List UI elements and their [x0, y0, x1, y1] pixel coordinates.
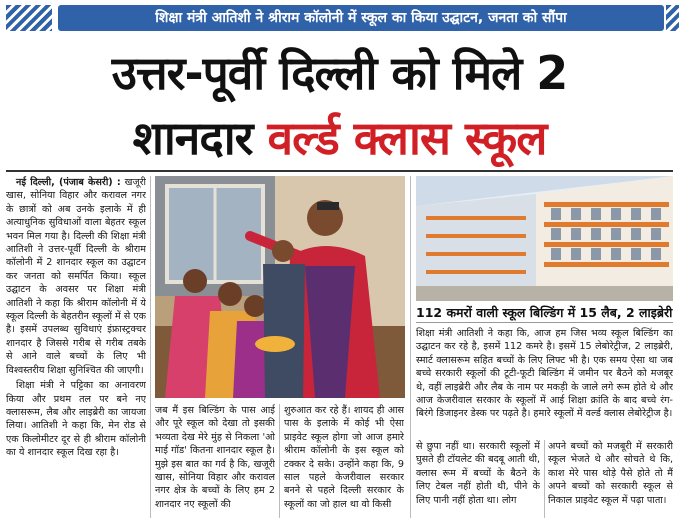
main-headline-line1: उत्तर-पूर्वी दिल्ली को मिले 2	[111, 46, 568, 100]
inauguration-photo	[155, 176, 405, 398]
article-para-2: शिक्षा मंत्री ने पट्टिका का अनावरण किया और प्रथम तल पर बने नए क्लासरूम, लैब और लाइब्रेरी का जायजा लिया। आतिशी ने कहा कि, मेन रोड से एक किलोमीटर दूर से ही श्रीराम कॉलोनी का ये शानदार स्कूल दिख रहा है।	[6, 380, 146, 459]
article-column-5	[548, 440, 673, 520]
kicker-decoration-right	[666, 5, 679, 31]
kicker-decoration-left	[6, 5, 52, 31]
inauguration-photo-art	[155, 176, 405, 398]
column-divider	[279, 404, 280, 518]
school-building-photo	[416, 176, 673, 301]
headline-black-part: शानदार	[132, 111, 253, 165]
column-divider	[544, 440, 545, 518]
column-divider	[150, 176, 151, 518]
photo-sidebar-box	[416, 304, 673, 438]
article-column-1	[6, 176, 146, 516]
main-headline-line2	[0, 106, 679, 170]
article-column-4	[416, 440, 540, 520]
sidebar-title: 112 कमरों वाली स्कूल बिल्डिंग में 15 लैब, 2 लाइब्रेरी	[416, 304, 673, 323]
article-column-3	[284, 404, 404, 519]
dateline: नई दिल्ली, (पंजाब केसरी) :	[16, 177, 121, 188]
article-col5-text: अपने बच्चों को मजबूरी में सरकारी स्कूल भेजते थे और सोचते थे कि, काश मेरे पास थोड़े पैसे होते तो मैं अपने बच्चों को सरकारी स्कूल से निकाल प्राइवेट स्कूल में पढ़ा पाता।	[548, 441, 673, 506]
article-col4-text: से छुपा नहीं था। सरकारी स्कूलों में घुसते ही टॉयलेट की बदबू आती थी, क्लास रूम में बच्चों के बैठने के लिए टेबल नहीं होती थी, पीने के लिए पानी नहीं होता था। लोग	[416, 441, 540, 506]
school-building-art	[416, 176, 673, 301]
article-col2-text: जब मैं इस बिल्डिंग के पास आई और पूरे स्कूल को देखा तो इसकी भव्यता देख मेरे मुंह से निकला 'ओ माई गॉड' कितना शानदार स्कूल है। मुझे इस बात का गर्व है कि, खजूरी खास, सोनिया विहार और करावल नगर क्षेत्र के बच्चों के लिए हम 2 शानदार नए स्कूलों की	[155, 405, 275, 510]
headline-rule	[6, 170, 673, 172]
sidebar-text: शिक्षा मंत्री आतिशी ने कहा कि, आज हम जिस भव्य स्कूल बिल्डिंग का उद्घाटन कर रहे है, इसमें 112 कमरे है। इसमें 15 लेबोरेट्रीज, 2 लाइब्रेरी, स्मार्ट क्लासरूम सहित बच्चों के लिए लिफ्ट भी है। एक समय ऐसा था जब बच्चे सरकारी स्कूलों की टूटी-फूटी बिल्डिंग में जमीन पर बैठने को मजबूर थे, वहीं लाइब्रेरी और लैब के नाम पर मकड़ी के जाले लगे रूम होते थे और आज केजरीवाल सरकार के स्कूलों में आई शिक्षा क्रांति के बाद बच्चे रंग-बिरंगे डिजाइनर डेस्क पर पढ़ते है। हमारे स्कूलों में वर्ल्ड क्लास लेबोरेट्रीज है।	[416, 328, 673, 420]
headline-red-part: वर्ल्ड क्लास स्कूल	[267, 111, 547, 165]
column-divider	[410, 176, 411, 518]
article-col3-text: शुरुआत कर रहे हैं। शायद ही आस पास के इलाके में कोई भी ऐसा प्राइवेट स्कूल होगा जो आज हमारे श्रीराम कॉलोनी के इस स्कूल को टक्कर दे सके। उन्होंने कहा कि, 9 साल पहले केजरीवाल सरकार बनने से पहले दिल्ली सरकार के स्कूलों का जो हाल था वो किसी	[284, 405, 404, 510]
article-column-2	[155, 404, 275, 519]
article-para-1: खजूरी खास, सोनिया विहार और करावल नगर के छात्रों को अब उनके इलाके में ही अत्याधुनिक सुविधाओं वाला बेहतर स्कूल भवन मिल गया है। दिल्ली की शिक्षा मंत्री आतिशी ने उत्तर-पूर्वी दिल्ली के श्रीराम कॉलोनी में 2 शानदार स्कूल का उद्घाटन कर जनता को समर्पित किया। स्कूल उद्घाटन के अवसर पर शिक्षा मंत्री आतिशी ने कहा कि श्रीराम कॉलोनी में ये स्कूल दिल्ली के बेहतरीन स्कूलों में से एक है। इसमें उपलब्ध सुविधाएं इंफ्रास्ट्रक्चर शानदार है जिससे गरीब से गरीब तबके से आने वाले बच्चों के लिए भी विश्वस्तरीय शिक्षा सुनिश्चित की जाएगी।	[6, 177, 146, 376]
kicker-headline: शिक्षा मंत्री आतिशी ने श्रीराम कॉलोनी में स्कूल का किया उद्घाटन, जनता को सौंपा	[58, 5, 664, 31]
